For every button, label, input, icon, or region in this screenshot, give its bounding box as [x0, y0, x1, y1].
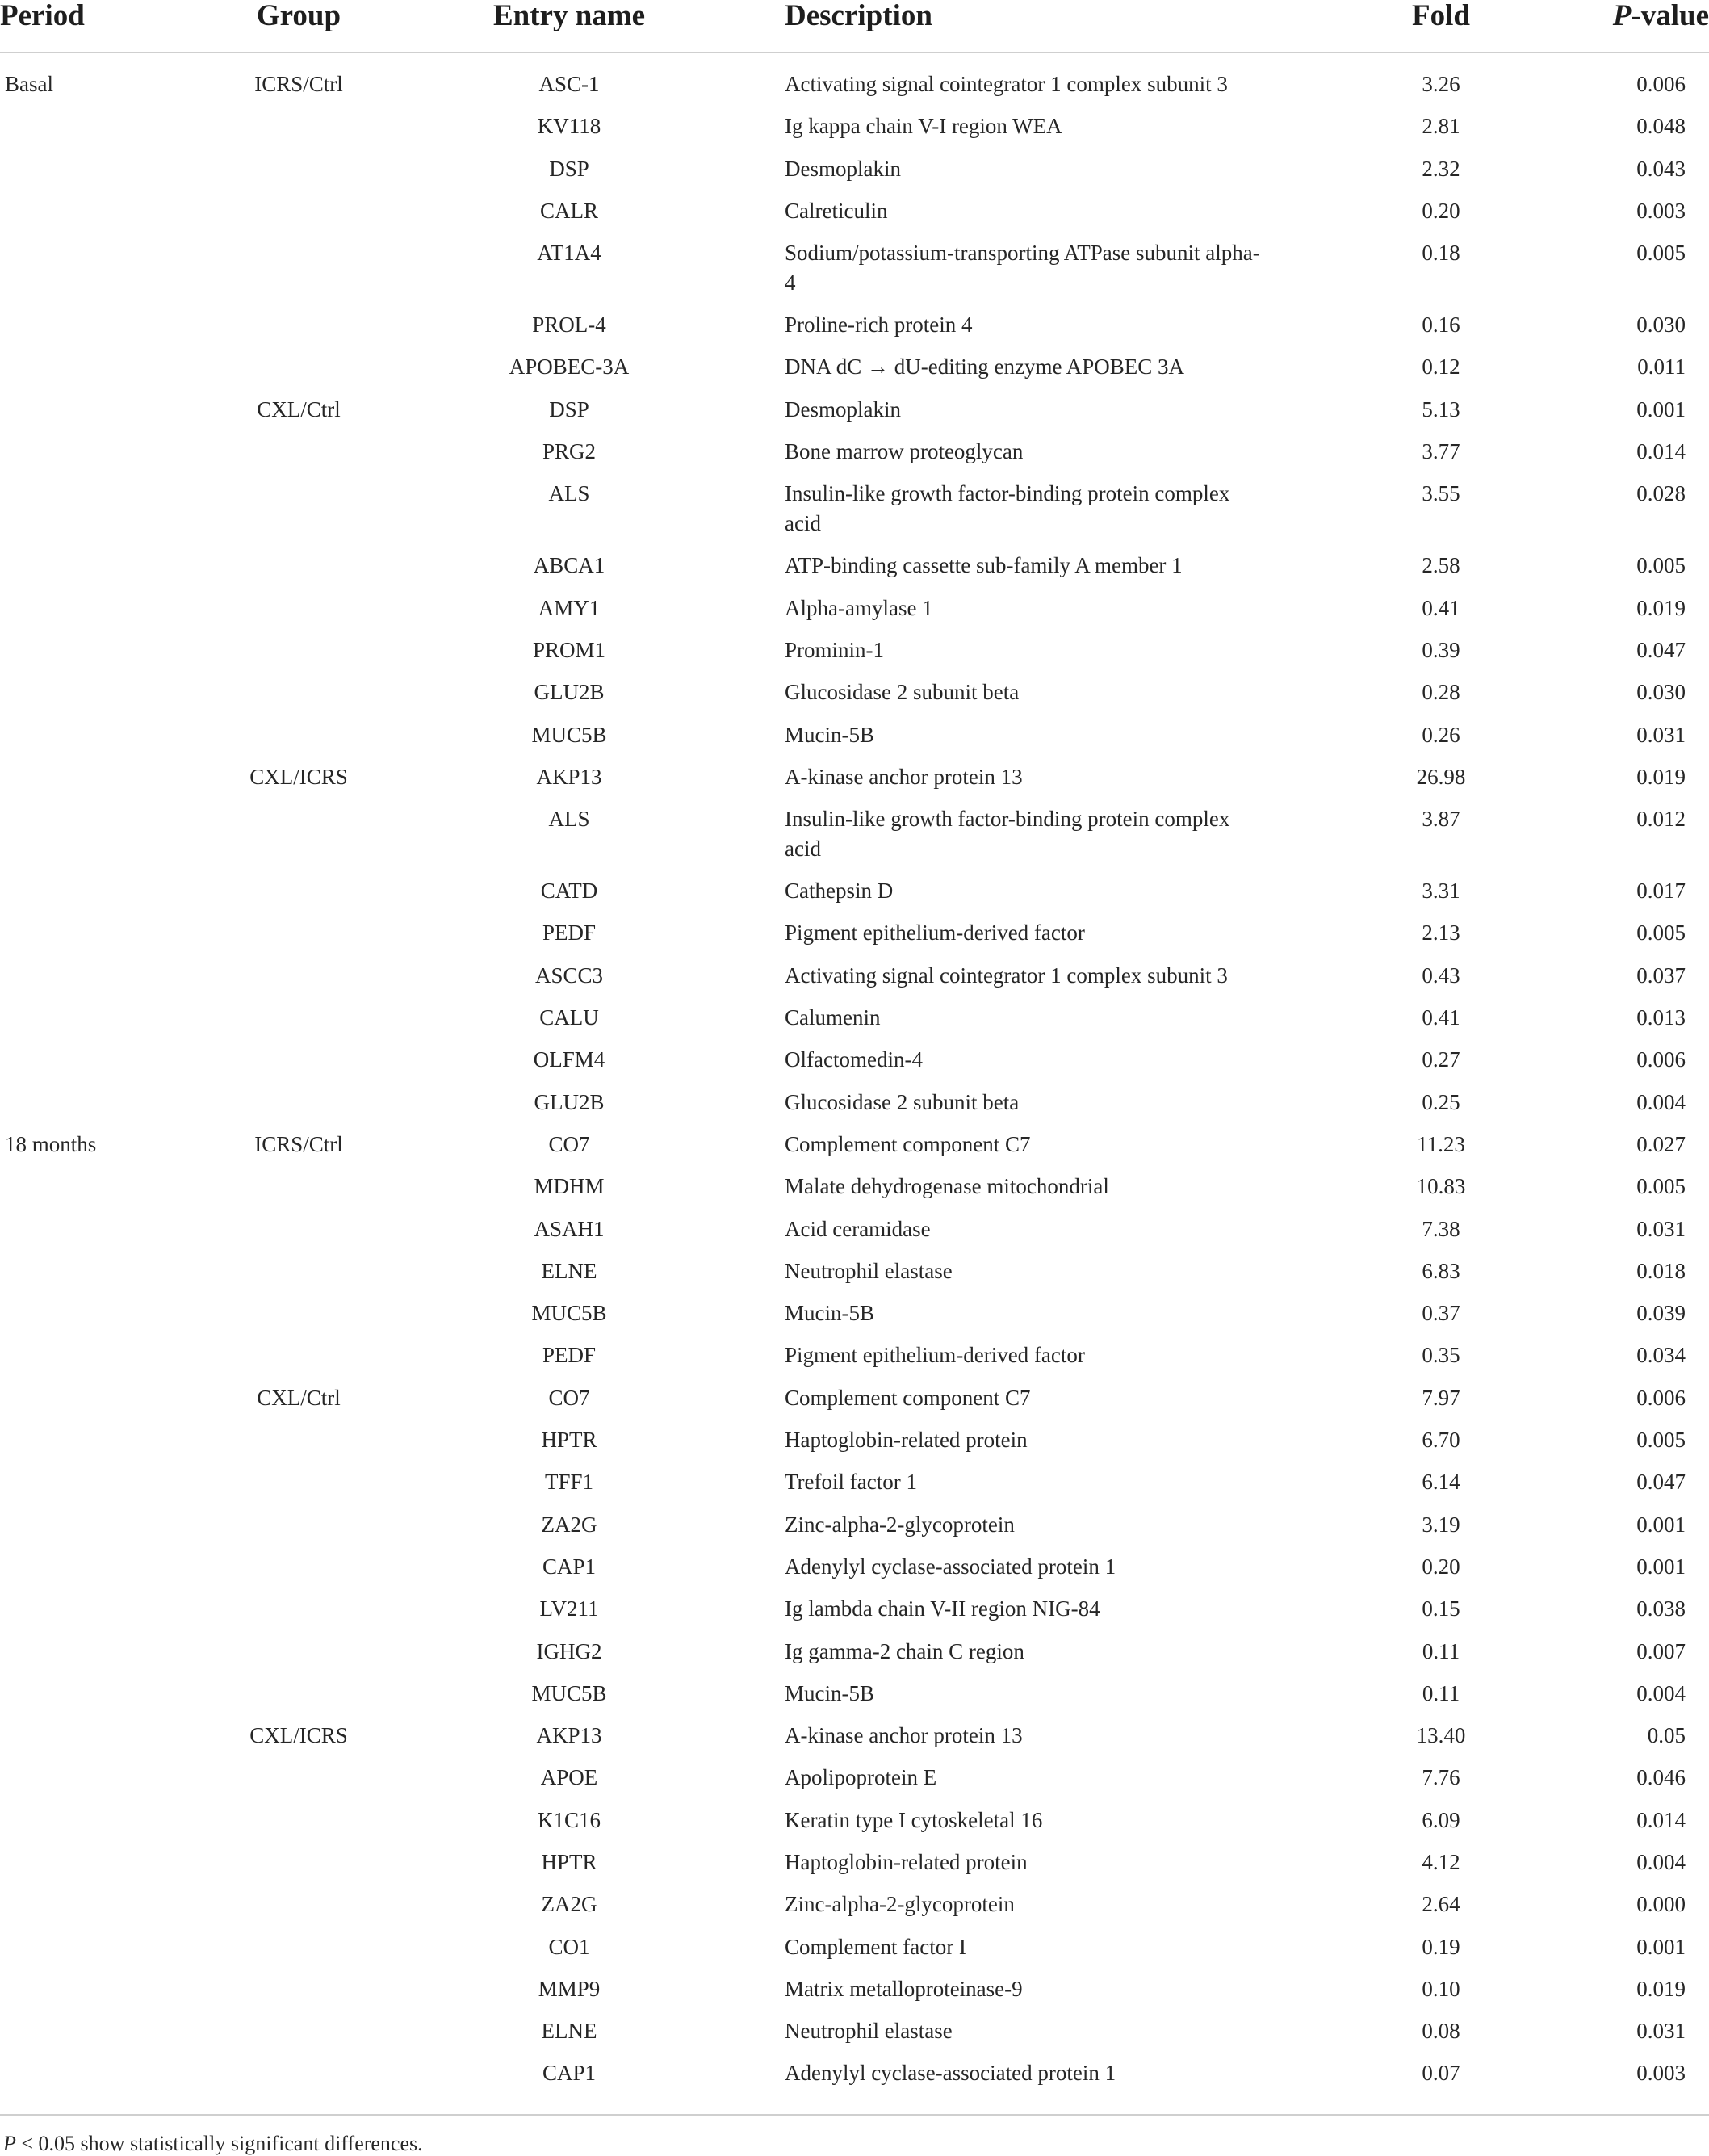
cell-entry-name: ASAH1 — [534, 1216, 605, 1241]
table-row — [0, 635, 1709, 677]
table-row — [0, 196, 1709, 238]
cell-entry-name: ELNE — [541, 2019, 597, 2044]
table-row — [0, 2016, 1709, 2058]
cell-description: Haptoglobin-related protein — [785, 1428, 1028, 1453]
cell-description: Mucin-5B — [785, 1301, 874, 1326]
cell-description: Trefoil factor 1 — [785, 1470, 917, 1495]
cell-p-value: 0.012 — [1636, 807, 1686, 832]
table-row — [0, 238, 1709, 310]
cell-description: Ig kappa chain V-I region WEA — [785, 114, 1062, 139]
cell-description: Adenylyl cyclase-associated protein 1 — [785, 1554, 1116, 1579]
cell-description: Complement factor I — [785, 1934, 966, 1959]
cell-entry-name: OLFM4 — [533, 1047, 605, 1072]
cell-entry-name: CAP1 — [542, 1554, 597, 1579]
table-row — [0, 1130, 1709, 1172]
cell-description: Pigment epithelium-derived factor — [785, 921, 1085, 946]
header-group: Group — [256, 0, 341, 32]
cell-description: Ig gamma-2 chain C region — [785, 1638, 1024, 1663]
table-row — [0, 310, 1709, 352]
cell-description: A-kinase anchor protein 13 — [785, 764, 1023, 789]
cell-entry-name: ELNE — [541, 1258, 597, 1283]
cell-p-value: 0.039 — [1636, 1301, 1686, 1326]
cell-entry-name: ZA2G — [541, 1512, 597, 1537]
cell-entry-name: HPTR — [541, 1428, 597, 1453]
table-row — [0, 1806, 1709, 1848]
table-row — [0, 1298, 1709, 1340]
cell-p-value: 0.017 — [1636, 879, 1686, 904]
cell-description: Glucosidase 2 subunit beta — [785, 1089, 1020, 1114]
cell-entry-name: DSP — [549, 156, 589, 181]
cell-description: Desmoplakin — [785, 156, 901, 181]
cell-entry-name: AMY1 — [538, 595, 601, 620]
cell-p-value: 0.014 — [1636, 439, 1686, 464]
cell-entry-name: LV211 — [539, 1596, 599, 1621]
cell-description: Haptoglobin-related protein — [785, 1849, 1028, 1874]
table-row — [0, 395, 1709, 437]
cell-p-value: 0.030 — [1636, 312, 1686, 338]
cell-fold: 26.98 — [1416, 764, 1466, 789]
table-row — [0, 1383, 1709, 1425]
cell-p-value: 0.001 — [1636, 1512, 1686, 1537]
cell-fold: 0.19 — [1422, 1934, 1460, 1959]
header-fold: Fold — [1412, 0, 1470, 32]
cell-description: Olfactomedin-4 — [785, 1047, 923, 1072]
header-p-value — [1582, 0, 1709, 32]
cell-description: Insulin-like growth factor-binding protein complex acid — [785, 807, 1230, 862]
cell-fold: 0.11 — [1422, 1680, 1460, 1705]
cell-entry-name: GLU2B — [534, 1089, 605, 1114]
table-row — [0, 1340, 1709, 1382]
cell-fold: 0.27 — [1422, 1047, 1460, 1072]
cell-entry-name: HPTR — [541, 1849, 597, 1874]
cell-p-value: 0.031 — [1636, 722, 1686, 747]
cell-period: 18 months — [5, 1131, 97, 1156]
cell-fold: 2.81 — [1422, 114, 1460, 139]
cell-description: Desmoplakin — [785, 396, 901, 422]
cell-entry-name: MDHM — [534, 1174, 605, 1199]
cell-description: Pigment epithelium-derived factor — [785, 1343, 1085, 1368]
cell-fold: 0.07 — [1422, 2061, 1460, 2086]
cell-description: Calreticulin — [785, 198, 888, 223]
cell-fold: 2.13 — [1422, 921, 1460, 946]
cell-entry-name: ALS — [548, 807, 590, 832]
cell-fold: 3.26 — [1422, 72, 1460, 96]
cell-entry-name: MMP9 — [538, 1976, 601, 2001]
bottom-rule — [0, 2114, 1709, 2116]
cell-fold: 0.08 — [1422, 2019, 1460, 2044]
cell-p-value: 0.027 — [1636, 1131, 1686, 1156]
cell-description: Complement component C7 — [785, 1385, 1031, 1410]
footnote-text: < 0.05 show statistically significant differences. — [15, 2132, 423, 2155]
cell-description: Proline-rich protein 4 — [785, 312, 973, 338]
cell-entry-name: TFF1 — [544, 1470, 594, 1495]
cell-entry-name: K1C16 — [537, 1807, 601, 1832]
table-row — [0, 1045, 1709, 1087]
cell-p-value: 0.005 — [1636, 553, 1686, 578]
cell-fold: 3.19 — [1422, 1512, 1460, 1537]
table-row — [0, 551, 1709, 593]
cell-p-value: 0.037 — [1636, 963, 1686, 988]
table-row — [0, 352, 1709, 394]
cell-p-value: 0.000 — [1636, 1892, 1686, 1917]
cell-fold: 11.23 — [1417, 1131, 1465, 1156]
table-body — [0, 69, 1709, 2101]
table-row — [0, 720, 1709, 762]
cell-p-value: 0.005 — [1636, 1428, 1686, 1453]
cell-description: Neutrophil elastase — [785, 1258, 953, 1283]
table-row — [0, 1932, 1709, 1974]
table-row — [0, 1890, 1709, 1932]
table-row — [0, 961, 1709, 1003]
cell-description: Alpha-amylase 1 — [785, 595, 933, 620]
cell-p-value: 0.004 — [1636, 1680, 1686, 1705]
cell-description: Activating signal cointegrator 1 complex subunit 3 — [785, 72, 1228, 96]
cell-description: Complement component C7 — [785, 1131, 1031, 1156]
table-footnote — [3, 2132, 423, 2156]
table-row — [0, 479, 1709, 551]
cell-fold: 7.97 — [1422, 1385, 1460, 1410]
cell-fold: 0.39 — [1422, 637, 1460, 662]
table-row — [0, 69, 1709, 111]
cell-entry-name: MUC5B — [531, 1680, 607, 1705]
cell-fold: 6.70 — [1422, 1428, 1460, 1453]
cell-description: Ig lambda chain V-II region NIG-84 — [785, 1596, 1100, 1621]
cell-entry-name: DSP — [549, 396, 589, 422]
cell-p-value: 0.031 — [1636, 1216, 1686, 1241]
cell-p-value: 0.007 — [1636, 1638, 1686, 1663]
cell-fold: 3.77 — [1422, 439, 1460, 464]
table-row — [0, 1256, 1709, 1298]
cell-entry-name: KV118 — [537, 114, 601, 139]
cell-fold: 0.18 — [1422, 241, 1460, 266]
cell-p-value: 0.043 — [1636, 156, 1686, 181]
cell-p-value: 0.031 — [1636, 2019, 1686, 2044]
table-row — [0, 1510, 1709, 1552]
cell-fold: 0.12 — [1422, 354, 1460, 380]
cell-description: Insulin-like growth factor-binding protein complex acid — [785, 481, 1230, 536]
table-row — [0, 762, 1709, 804]
cell-p-value: 0.034 — [1636, 1343, 1686, 1368]
cell-p-value: 0.004 — [1636, 1849, 1686, 1874]
cell-entry-name: CO7 — [548, 1131, 590, 1156]
cell-entry-name: AKP13 — [536, 764, 602, 789]
table-row — [0, 1552, 1709, 1594]
cell-description: Acid ceramidase — [785, 1216, 931, 1241]
cell-fold: 0.37 — [1422, 1301, 1460, 1326]
cell-p-value: 0.005 — [1636, 921, 1686, 946]
table-row — [0, 918, 1709, 960]
table-row — [0, 1679, 1709, 1721]
cell-description: Sodium/potassium-transporting ATPase subunit alpha-4 — [785, 241, 1260, 296]
cell-p-value: 0.047 — [1636, 1470, 1686, 1495]
cell-description: A-kinase anchor protein 13 — [785, 1723, 1023, 1748]
cell-entry-name: MUC5B — [531, 1301, 607, 1326]
table-row — [0, 804, 1709, 876]
cell-description: DNA dC → dU-editing enzyme APOBEC 3A — [785, 354, 1184, 380]
cell-description: Keratin type I cytoskeletal 16 — [785, 1807, 1043, 1832]
cell-fold: 7.76 — [1422, 1765, 1460, 1790]
cell-fold: 0.15 — [1422, 1596, 1460, 1621]
cell-entry-name: ZA2G — [541, 1892, 597, 1917]
table-row — [0, 1003, 1709, 1045]
table-row — [0, 1425, 1709, 1467]
cell-group: ICRS/Ctrl — [254, 72, 343, 96]
cell-fold: 0.20 — [1422, 198, 1460, 223]
cell-fold: 0.35 — [1422, 1343, 1460, 1368]
table-row — [0, 1594, 1709, 1636]
cell-entry-name: PRG2 — [542, 439, 597, 464]
cell-description: Calumenin — [785, 1005, 881, 1030]
header-rule — [0, 52, 1709, 53]
cell-entry-name: PEDF — [542, 1343, 597, 1368]
cell-fold: 0.28 — [1422, 680, 1460, 705]
cell-fold: 4.12 — [1422, 1849, 1460, 1874]
cell-fold: 6.14 — [1422, 1470, 1460, 1495]
table-row — [0, 677, 1709, 719]
table-row — [0, 437, 1709, 479]
cell-p-value: 0.05 — [1647, 1723, 1686, 1748]
cell-entry-name: PROM1 — [532, 637, 606, 662]
cell-entry-name: IGHG2 — [536, 1638, 602, 1663]
cell-fold: 2.58 — [1422, 553, 1460, 578]
cell-p-value: 0.047 — [1636, 637, 1686, 662]
cell-entry-name: ALS — [548, 481, 590, 506]
cell-fold: 3.87 — [1422, 807, 1460, 832]
table-row — [0, 111, 1709, 153]
cell-p-value: 0.005 — [1636, 1174, 1686, 1199]
header-entry-name: Entry name — [492, 0, 646, 32]
cell-group: CXL/Ctrl — [257, 396, 341, 422]
cell-description: Adenylyl cyclase-associated protein 1 — [785, 2061, 1116, 2086]
table-row — [0, 594, 1709, 635]
cell-entry-name: CATD — [540, 879, 598, 904]
cell-fold: 0.16 — [1422, 312, 1460, 338]
cell-p-value: 0.048 — [1636, 114, 1686, 139]
cell-fold: 2.64 — [1422, 1892, 1460, 1917]
cell-p-value: 0.006 — [1636, 1047, 1686, 1072]
cell-fold: 5.13 — [1422, 396, 1460, 422]
cell-entry-name: CO1 — [548, 1934, 590, 1959]
cell-period: Basal — [5, 72, 53, 96]
cell-description: Zinc-alpha-2-glycoprotein — [785, 1512, 1015, 1537]
cell-fold: 0.41 — [1422, 595, 1460, 620]
cell-entry-name: ABCA1 — [533, 553, 605, 578]
cell-entry-name: CO7 — [548, 1385, 590, 1410]
cell-p-value: 0.014 — [1636, 1807, 1686, 1832]
cell-fold: 3.31 — [1422, 879, 1460, 904]
cell-p-value: 0.018 — [1636, 1258, 1686, 1283]
table-row — [0, 2058, 1709, 2100]
cell-description: Cathepsin D — [785, 879, 894, 904]
cell-entry-name: CAP1 — [542, 2061, 597, 2086]
cell-description: Zinc-alpha-2-glycoprotein — [785, 1892, 1015, 1917]
header-p-value-italic: P — [1612, 0, 1632, 32]
table-row — [0, 876, 1709, 918]
cell-group: CXL/ICRS — [249, 764, 348, 789]
table-row — [0, 1763, 1709, 1805]
cell-description: Mucin-5B — [785, 1680, 874, 1705]
cell-p-value: 0.005 — [1636, 241, 1686, 266]
header-p-value-rest: -value — [1631, 0, 1709, 32]
cell-p-value: 0.001 — [1636, 1934, 1686, 1959]
cell-description: Bone marrow proteoglycan — [785, 439, 1024, 464]
cell-fold: 3.55 — [1422, 481, 1460, 506]
cell-entry-name: MUC5B — [531, 722, 607, 747]
table-row — [0, 1721, 1709, 1763]
cell-group: CXL/ICRS — [249, 1723, 348, 1748]
cell-p-value: 0.001 — [1636, 1554, 1686, 1579]
cell-entry-name: CALR — [539, 198, 598, 223]
table-row — [0, 1637, 1709, 1679]
table-row — [0, 154, 1709, 196]
cell-description: Malate dehydrogenase mitochondrial — [785, 1174, 1109, 1199]
cell-fold: 0.11 — [1422, 1638, 1460, 1663]
footnote-italic: P — [3, 2132, 16, 2155]
cell-entry-name: AKP13 — [536, 1723, 602, 1748]
cell-p-value: 0.006 — [1636, 72, 1686, 96]
cell-description: Matrix metalloproteinase-9 — [785, 1976, 1023, 2001]
cell-p-value: 0.019 — [1636, 1976, 1686, 2001]
cell-p-value: 0.013 — [1636, 1005, 1686, 1030]
cell-fold: 6.09 — [1422, 1807, 1460, 1832]
cell-entry-name: CALU — [539, 1005, 599, 1030]
cell-entry-name: ASC-1 — [538, 72, 600, 96]
cell-entry-name: APOE — [540, 1765, 598, 1790]
cell-description: Neutrophil elastase — [785, 2019, 953, 2044]
cell-fold: 0.10 — [1422, 1976, 1460, 2001]
table-row — [0, 1088, 1709, 1130]
cell-fold: 2.32 — [1422, 156, 1460, 181]
cell-group: CXL/Ctrl — [257, 1385, 341, 1410]
cell-entry-name: GLU2B — [534, 680, 605, 705]
cell-fold: 0.41 — [1422, 1005, 1460, 1030]
cell-fold: 10.83 — [1416, 1174, 1466, 1199]
cell-p-value: 0.030 — [1636, 680, 1686, 705]
cell-fold: 0.43 — [1422, 963, 1460, 988]
cell-fold: 0.20 — [1422, 1554, 1460, 1579]
cell-p-value: 0.038 — [1636, 1596, 1686, 1621]
table-row — [0, 1214, 1709, 1256]
cell-fold: 7.38 — [1422, 1216, 1460, 1241]
cell-p-value: 0.046 — [1636, 1765, 1686, 1790]
cell-description: Mucin-5B — [785, 722, 874, 747]
cell-p-value: 0.019 — [1636, 595, 1686, 620]
header-period: Period — [0, 0, 85, 32]
cell-description: ATP-binding cassette sub-family A member 1 — [785, 553, 1183, 578]
cell-description: Prominin-1 — [785, 637, 885, 662]
table-row — [0, 1467, 1709, 1509]
table-row — [0, 1974, 1709, 2016]
cell-p-value: 0.028 — [1636, 481, 1686, 506]
cell-fold: 0.26 — [1422, 722, 1460, 747]
cell-entry-name: PROL-4 — [532, 312, 606, 338]
cell-p-value: 0.003 — [1636, 198, 1686, 223]
cell-entry-name: AT1A4 — [537, 241, 601, 266]
cell-entry-name: PEDF — [542, 921, 597, 946]
cell-fold: 13.40 — [1416, 1723, 1466, 1748]
cell-entry-name: APOBEC-3A — [509, 354, 630, 380]
table-row — [0, 1848, 1709, 1890]
cell-group: ICRS/Ctrl — [254, 1131, 343, 1156]
cell-description: Activating signal cointegrator 1 complex subunit 3 — [785, 963, 1228, 988]
cell-fold: 6.83 — [1422, 1258, 1460, 1283]
cell-p-value: 0.001 — [1636, 396, 1686, 422]
cell-p-value: 0.019 — [1636, 764, 1686, 789]
cell-p-value: 0.003 — [1636, 2061, 1686, 2086]
table-header-row — [0, 0, 1709, 52]
header-description: Description — [785, 0, 932, 32]
cell-fold: 0.25 — [1422, 1089, 1460, 1114]
cell-p-value: 0.004 — [1636, 1089, 1686, 1114]
cell-p-value: 0.006 — [1636, 1385, 1686, 1410]
cell-p-value: 0.011 — [1637, 354, 1686, 380]
cell-description: Glucosidase 2 subunit beta — [785, 680, 1020, 705]
cell-entry-name: ASCC3 — [534, 963, 604, 988]
cell-description: Apolipoprotein E — [785, 1765, 937, 1790]
table-row — [0, 1172, 1709, 1214]
